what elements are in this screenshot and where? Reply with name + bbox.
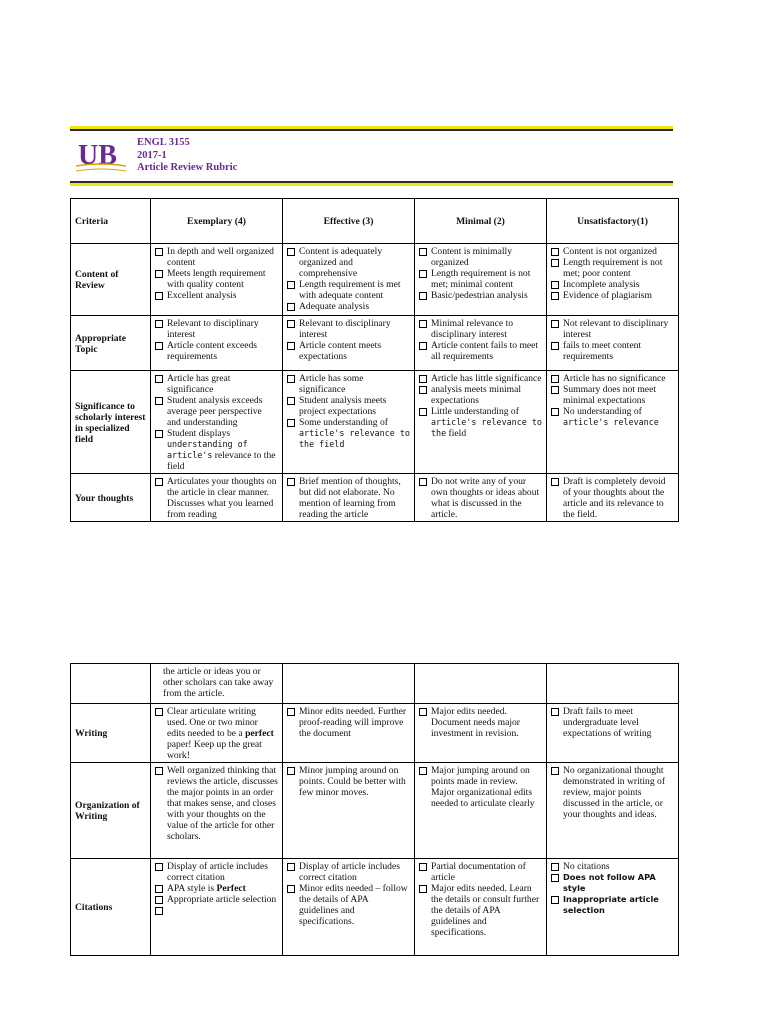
table-row: [71, 244, 679, 316]
criteria-list: [551, 318, 674, 362]
criteria-list: [287, 861, 410, 927]
rubric-cell-citations-unsatisfactory-1: [547, 859, 679, 956]
criteria-item: analysis meets minimal expectations: [419, 384, 542, 406]
criteria-list: [419, 706, 542, 739]
checkbox-icon: [155, 375, 163, 383]
checkbox-icon: [419, 375, 427, 383]
rubric-cell-organization-of-writing-exemplary-4: [151, 763, 283, 859]
checkbox-icon: [155, 767, 163, 775]
rubric-cell-writing-exemplary-4: [151, 704, 283, 763]
checkbox-icon: [287, 708, 295, 716]
criteria-item: In depth and well organized content: [155, 246, 278, 268]
criteria-item: Article has little significance: [419, 373, 542, 384]
rubric-cell-organization-of-writing-effective-3: [283, 763, 415, 859]
criteria-item: No organizational thought demonstrated in writing of review, major points discussed in the article, or your thoughts and ideas.: [551, 765, 674, 820]
checkbox-icon: [551, 863, 559, 871]
checkbox-icon: [287, 478, 295, 486]
criteria-item: Meets length requirement with quality content: [155, 268, 278, 290]
criteria-item: Draft fails to meet undergraduate level expectations of writing: [551, 706, 674, 739]
criteria-list: [287, 765, 410, 798]
checkbox-icon: [155, 430, 163, 438]
rubric-table-page-1: [70, 198, 679, 522]
checkbox-icon: [155, 708, 163, 716]
checkbox-icon: [551, 767, 559, 775]
criteria-item: Content is minimally organized: [419, 246, 542, 268]
rubric-cell-citations-minimal-2: [415, 859, 547, 956]
criteria-item: Minor edits needed. Further proof-reading will improve the document: [287, 706, 410, 739]
checkbox-icon: [287, 248, 295, 256]
criteria-list: [287, 373, 410, 450]
checkbox-icon: [551, 478, 559, 486]
criteria-list: [155, 706, 278, 761]
checkbox-icon: [287, 767, 295, 775]
criteria-list: [551, 861, 674, 916]
rubric-cell-content-of-review-unsatisfactory-1: [547, 244, 679, 316]
checkbox-icon: [155, 478, 163, 486]
criteria-item: Appropriate article selection: [155, 894, 278, 905]
column-header-effective-3: Effective (3): [283, 199, 415, 244]
criteria-item: Partial documentation of article: [419, 861, 542, 883]
criteria-item: Inappropriate article selection: [551, 894, 674, 916]
criteria-item: Brief mention of thoughts, but did not elaborate. No mention of learning from reading the article: [287, 476, 410, 520]
rubric-cell-significance-to-scholarly-interest-in-specialized-field-minimal-2: [415, 371, 547, 474]
criterion-label: Citations: [71, 859, 151, 956]
criteria-list: [155, 318, 278, 362]
rubric-cell-appropriate-topic-effective-3: [283, 316, 415, 371]
criteria-item: Clear articulate writing used. One or two minor edits needed to be a perfect paper! Keep up the great work!: [155, 706, 278, 761]
criterion-label: Writing: [71, 704, 151, 763]
rubric-cell-appropriate-topic-minimal-2: [415, 316, 547, 371]
checkbox-icon: [419, 386, 427, 394]
checkbox-icon: [287, 281, 295, 289]
criteria-list: [287, 246, 410, 312]
rubric-cell-significance-to-scholarly-interest-in-specialized-field-unsatisfactory-1: [547, 371, 679, 474]
criteria-item: Article content exceeds requirements: [155, 340, 278, 362]
criterion-label: Organization of Writing: [71, 763, 151, 859]
criteria-item: fails to meet content requirements: [551, 340, 674, 362]
course-code: ENGL 3155: [137, 137, 190, 148]
empty-cell: [547, 664, 679, 704]
rubric-cell-your-thoughts-unsatisfactory-1: [547, 474, 679, 522]
criterion-label: Appropriate Topic: [71, 316, 151, 371]
checkbox-icon: [551, 408, 559, 416]
table-row: [71, 316, 679, 371]
checkbox-icon: [287, 320, 295, 328]
criteria-item: Article has great significance: [155, 373, 278, 395]
criteria-list: [419, 246, 542, 301]
rubric-cell-writing-effective-3: [283, 704, 415, 763]
criteria-item: APA style is Perfect: [155, 883, 278, 894]
criteria-item: Length requirement is not met; minimal content: [419, 268, 542, 290]
university-logo: [74, 138, 128, 176]
rubric-cell-organization-of-writing-unsatisfactory-1: [547, 763, 679, 859]
criteria-item: Student analysis exceeds average peer perspective and understanding: [155, 395, 278, 428]
rubric-cell-content-of-review-effective-3: [283, 244, 415, 316]
checkbox-icon: [155, 270, 163, 278]
checkbox-icon: [155, 885, 163, 893]
rubric-cell-organization-of-writing-minimal-2: [415, 763, 547, 859]
checkbox-icon: [551, 320, 559, 328]
criteria-list: [419, 765, 542, 809]
document-title: Article Review Rubric: [137, 162, 238, 173]
checkbox-icon: [155, 863, 163, 871]
checkbox-icon: [419, 478, 427, 486]
rubric-cell-appropriate-topic-exemplary-4: [151, 316, 283, 371]
table-row: [71, 704, 679, 763]
checkbox-icon: [155, 907, 163, 915]
checkbox-icon: [287, 419, 295, 427]
checkbox-icon: [287, 885, 295, 893]
criteria-item: Well organized thinking that reviews the article, discusses the major points in an order that makes sense, and closes with your thoughts on the value of the article for other scholars.: [155, 765, 278, 842]
criteria-item: Major edits needed. Learn the details or consult further the details of APA guidelines and specifications.: [419, 883, 542, 938]
criteria-item: Articulates your thoughts on the article in clear manner. Discusses what you learned from reading: [155, 476, 278, 520]
criteria-item: Content is adequately organized and comprehensive: [287, 246, 410, 279]
document-header: [137, 137, 237, 175]
criteria-list: [155, 476, 278, 520]
criteria-list: [419, 373, 542, 439]
criteria-list: [155, 373, 278, 472]
criteria-list: [551, 765, 674, 820]
criteria-item: Does not follow APA style: [551, 872, 674, 894]
rubric-cell-appropriate-topic-unsatisfactory-1: [547, 316, 679, 371]
criteria-item: Student displays understanding of article's relevance to the field: [155, 428, 278, 472]
criteria-item: Some understanding of article's relevance to the field: [287, 417, 410, 450]
checkbox-icon: [287, 375, 295, 383]
checkbox-icon: [419, 863, 427, 871]
checkbox-icon: [419, 320, 427, 328]
checkbox-icon: [551, 708, 559, 716]
criteria-item: No understanding of article's relevance: [551, 406, 674, 428]
checkbox-icon: [419, 767, 427, 775]
continuation-row: [71, 664, 679, 704]
criteria-list: [155, 765, 278, 842]
checkbox-icon: [155, 896, 163, 904]
logo-text: UB: [78, 140, 117, 171]
checkbox-icon: [287, 342, 295, 350]
checkbox-icon: [551, 386, 559, 394]
checkbox-icon: [551, 375, 559, 383]
criteria-list: [551, 246, 674, 301]
checkbox-icon: [419, 248, 427, 256]
criteria-item: Incomplete analysis: [551, 279, 674, 290]
rubric-cell-your-thoughts-effective-3: [283, 474, 415, 522]
criteria-list: [155, 861, 278, 905]
criteria-item: Article has no significance: [551, 373, 674, 384]
checkbox-icon: [419, 885, 427, 893]
criterion-label: Content of Review: [71, 244, 151, 316]
criteria-list: [551, 706, 674, 739]
table-header-row: [71, 199, 679, 244]
checkbox-icon: [551, 292, 559, 300]
rubric-cell-content-of-review-exemplary-4: [151, 244, 283, 316]
criteria-item: Length requirement is not met; poor content: [551, 257, 674, 279]
criteria-item: Evidence of plagiarism: [551, 290, 674, 301]
checkbox-icon: [287, 397, 295, 405]
rubric-cell-writing-unsatisfactory-1: [547, 704, 679, 763]
column-header-unsatisfactory-1: Unsatisfactory(1): [547, 199, 679, 244]
criteria-item: Draft is completely devoid of your thoughts about the article and its relevance to the field.: [551, 476, 674, 520]
criteria-item: Display of article includes correct citation: [287, 861, 410, 883]
empty-cell: [71, 664, 151, 704]
criteria-list: [551, 476, 674, 520]
criteria-item: No citations: [551, 861, 674, 872]
checkbox-icon: [551, 248, 559, 256]
rubric-cell-citations-exemplary-4: [151, 859, 283, 956]
checkbox-icon: [419, 292, 427, 300]
rubric-cell-significance-to-scholarly-interest-in-specialized-field-effective-3: [283, 371, 415, 474]
empty-cell: [283, 664, 415, 704]
criteria-list: [287, 476, 410, 520]
header-rule-top: [70, 126, 673, 129]
criteria-list: [551, 373, 674, 428]
criteria-item: Relevant to disciplinary interest: [155, 318, 278, 340]
criteria-item: Article has some significance: [287, 373, 410, 395]
header-rule-bottom: [70, 181, 673, 184]
checkbox-icon: [155, 248, 163, 256]
rubric-cell-citations-effective-3: [283, 859, 415, 956]
checkbox-icon: [551, 259, 559, 267]
checkbox-icon: [419, 270, 427, 278]
criteria-list: [419, 318, 542, 362]
checkbox-icon: [419, 342, 427, 350]
checkbox-icon: [551, 281, 559, 289]
criteria-item: Adequate analysis: [287, 301, 410, 312]
column-header-minimal-2: Minimal (2): [415, 199, 547, 244]
criteria-item: Minor edits needed – follow the details of APA guidelines and specifications.: [287, 883, 410, 927]
checkbox-icon: [419, 408, 427, 416]
rubric-cell-content-of-review-minimal-2: [415, 244, 547, 316]
criteria-list: [419, 476, 542, 520]
rubric-cell-writing-minimal-2: [415, 704, 547, 763]
criteria-item: Basic/pedestrian analysis: [419, 290, 542, 301]
criteria-item: Do not write any of your own thoughts or ideas about what is discussed in the article.: [419, 476, 542, 520]
criteria-item: Length requirement is met with adequate content: [287, 279, 410, 301]
criteria-item: Student analysis meets project expectations: [287, 395, 410, 417]
criteria-item: Little understanding of article's relevance to the field: [419, 406, 542, 439]
criteria-item: Excellent analysis: [155, 290, 278, 301]
checkbox-icon: [551, 342, 559, 350]
rubric-cell-significance-to-scholarly-interest-in-specialized-field-exemplary-4: [151, 371, 283, 474]
criteria-item: Minimal relevance to disciplinary interest: [419, 318, 542, 340]
rubric-cell-your-thoughts-exemplary-4: [151, 474, 283, 522]
checkbox-icon: [551, 874, 559, 882]
criteria-list: [287, 318, 410, 362]
criteria-item: Summary does not meet minimal expectations: [551, 384, 674, 406]
checkbox-icon: [287, 303, 295, 311]
checkbox-icon: [155, 292, 163, 300]
checkbox-icon: [155, 397, 163, 405]
checkbox-icon: [419, 708, 427, 716]
criteria-item: Display of article includes correct citation: [155, 861, 278, 883]
term: 2017-1: [137, 149, 167, 161]
criteria-item: Major jumping around on points made in review. Major organizational edits needed to articulate clearly: [419, 765, 542, 809]
rubric-table-page-2: [70, 663, 679, 956]
criteria-item: Not relevant to disciplinary interest: [551, 318, 674, 340]
criteria-item: Relevant to disciplinary interest: [287, 318, 410, 340]
criterion-label: Your thoughts: [71, 474, 151, 522]
continuation-text: the article or ideas you or other scholars can take away from the article.: [151, 664, 283, 704]
criteria-item: Major edits needed. Document needs major investment in revision.: [419, 706, 542, 739]
criterion-label: Significance to scholarly interest in specialized field: [71, 371, 151, 474]
rubric-cell-your-thoughts-minimal-2: [415, 474, 547, 522]
table-row: [71, 371, 679, 474]
checkbox-icon: [287, 863, 295, 871]
empty-cell: [415, 664, 547, 704]
criteria-item: Content is not organized: [551, 246, 674, 257]
checkbox-icon: [155, 342, 163, 350]
criteria-item: Article content meets expectations: [287, 340, 410, 362]
table-row: [71, 763, 679, 859]
criteria-item: Article content fails to meet all requirements: [419, 340, 542, 362]
checkbox-icon: [551, 896, 559, 904]
table-row: [71, 474, 679, 522]
column-header-criteria: Criteria: [71, 199, 151, 244]
table-row: [71, 859, 679, 956]
criteria-item: Minor jumping around on points. Could be better with few minor moves.: [287, 765, 410, 798]
criteria-list: [419, 861, 542, 938]
checkbox-icon: [155, 320, 163, 328]
criteria-list: [155, 246, 278, 301]
criteria-list: [287, 706, 410, 739]
column-header-exemplary-4: Exemplary (4): [151, 199, 283, 244]
